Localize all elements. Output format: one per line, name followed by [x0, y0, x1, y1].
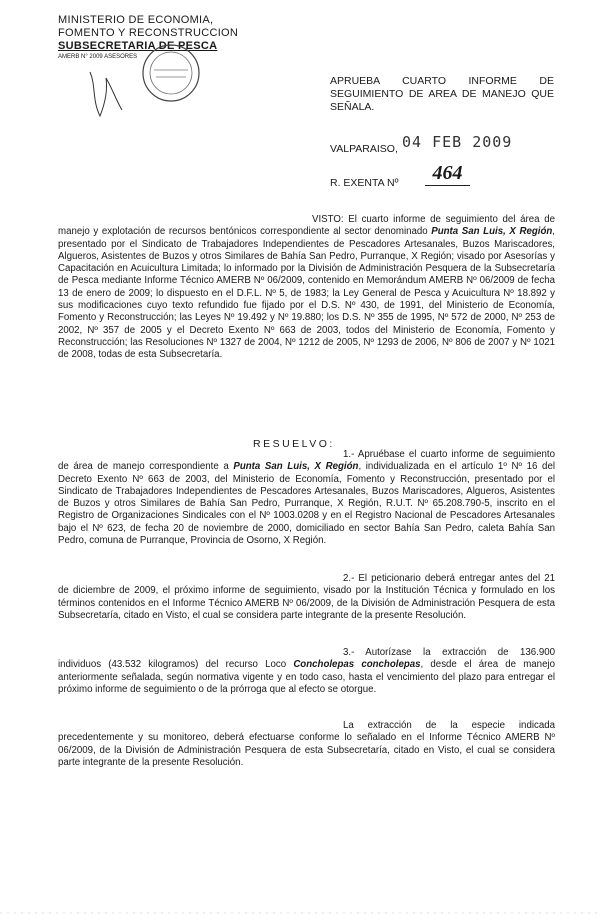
article-2 [58, 573, 555, 622]
exenta-number: 464 [425, 162, 470, 186]
article-3 [58, 647, 555, 696]
signature-mark-icon [86, 66, 126, 124]
article-3-species: Concholepas concholepas [293, 659, 421, 671]
letterhead-ministry-2: FOMENTO Y RECONSTRUCCION [58, 27, 239, 39]
extraction-note-text: La extracción de la especie indicada precedentemente y su monitoreo, deberá efectuarse conforme lo señalado en el Informe Técnico AMERB Nº 06/2009, de la División de Administración Pesquera de esta Subsecretaría, citado en Visto, el cual se considera parte integrante de la presente Resolución. [58, 720, 555, 768]
article-1-text-2: , individualizada en el artículo 1º Nº 16 del Decreto Exento Nº 663 de 2003, del Ministerio de Economía, Fomento y Reconstrucción, presentado por el Sindicato de Trabajadores Independientes de Pescadores Artesanales, Buzos Mariscadores, Algueros, Asistentes de Buzos y otros Similares de Bahía San Pedro, Purranque, X Región, R.U.T. Nº 65.208.790-5, inscrito en el Registro de Organizaciones Sindicales con el Nº 1003.0208 y en el Registro Nacional de Pescadores Artesanales bajo el Nº 623, de fecha 20 de noviembre de 2000, domiciliado en sector Bahía San Pedro, caleta Bahía San Pedro, comuna de Purranque, Provincia de Osorno, X Región. [58, 461, 555, 547]
article-1-place: Punta San Luis, X Región [233, 461, 359, 473]
letterhead-ministry: MINISTERIO DE ECONOMIA, [58, 14, 214, 26]
article-3-text-2: , desde el área de manejo anteriormente señalada, según normativa vigente y en todo caso, hasta el vencimiento del plazo para entregar el próximo informe de seguimiento o de la prórroga que al efecto se otorgue. [58, 659, 555, 695]
visto-place: Punta San Luis, X Región [431, 226, 553, 238]
article-3-extraction-note [58, 720, 555, 769]
visto-text-2: , presentado por el Sindicato de Trabajadores Independientes de Pescadores Artesanales, Buzos Mariscadores, Algueros, Asistentes de Buzos y otros Similares de Bahía San Pedro, Purranque, X Región; visado por Asesorías y Capacitación en Acuicultura Limitada; lo informado por la División de Administración Pesquera de la Subsecretaría de Pesca mediante Informe Técnico AMERB Nº 06/2009, contenido en Memorándum AMERB Nº 06/2009 de fecha 13 de enero de 2009; lo dispuesto en el D.F.L. Nº 5, de 1983; la Ley General de Pesca y Acuicultura Nº 18.892 y sus modificaciones cuyo texto refundido fue fijado por el D.S. Nº 430, de 1991, del Ministerio de Economía, Fomento y Reconstrucción; las Leyes Nº 19.492 y Nº 19.880; los D.S. Nº 355 de 1995, Nº 572 de 2000, Nº 253 de 2002, Nº 357 de 2005 y el Decreto Exento Nº 663 de 2003, todos del Ministerio de Economía, Fomento y Reconstrucción; las Resoluciones Nº 1327 de 2004, Nº 1212 de 2005, Nº 1293 de 2006, Nº 806 de 2007 y Nº 1021 de 2008, todas de esta Subsecretaría. [58, 226, 555, 361]
letterhead-subsecretaria: SUBSECRETARIA DE PESCA [58, 40, 218, 52]
resuelvo-heading: RESUELVO: [253, 438, 335, 450]
article-1-text-1: 1.- Apruébase el cuarto informe de seguimiento de área de manejo correspondiente a [58, 449, 555, 473]
date-stamp: 04 FEB 2009 [402, 133, 513, 151]
article-2-text: 2.- El peticionario deberá entregar antes del 21 de diciembre de 2009, el próximo informe de seguimiento, visado por la Institución Técnica y formulado en los términos contenidos en el Informe Técnico AMERB Nº 06/2009, de la División de Administración Pesquera de esta Subsecretaría, citado en Visto, el cual se considera parte integrante de la presente Resolución. [58, 573, 555, 621]
article-1 [58, 449, 555, 547]
article-3-text-1: 3.- Autorízase la extracción de 136.900 individuos (43.532 kilogramos) del recurso Loco [58, 647, 555, 671]
visto-lead: VISTO: [312, 214, 344, 225]
official-stamp-icon [140, 42, 202, 104]
place-label: VALPARAISO, [330, 143, 398, 155]
resolution-subject: APRUEBA CUARTO INFORME DE SEGUIMIENTO DE AREA DE MANEJO QUE SEÑALA. [330, 75, 554, 113]
visto-text-1: El cuarto informe de seguimiento del área de manejo y explotación de recursos bentónicos correspondiente al sector denominado [58, 214, 555, 238]
scan-edge-marks [0, 909, 600, 917]
visto-paragraph [58, 214, 555, 362]
exenta-label: R. EXENTA Nº [330, 177, 399, 189]
letterhead-reference: AMERB N° 2009 ASESORES [58, 54, 138, 60]
